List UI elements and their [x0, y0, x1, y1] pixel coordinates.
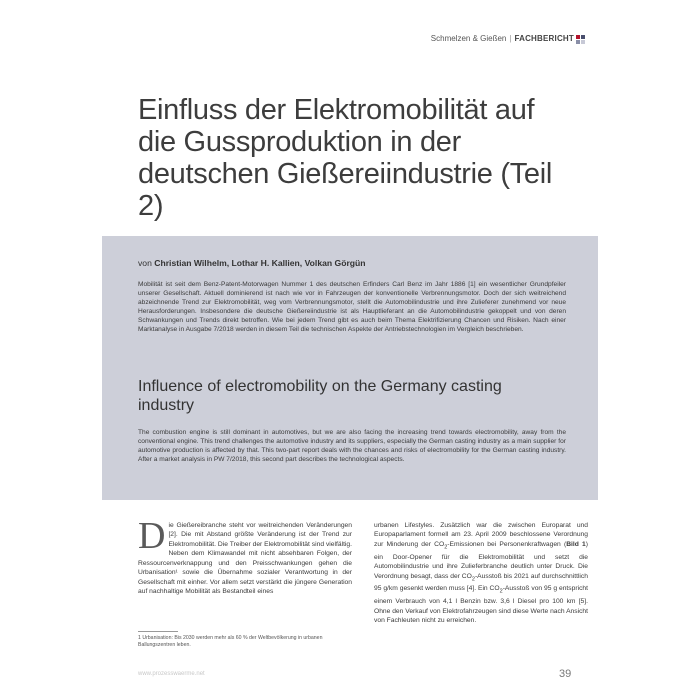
header-section: Schmelzen & Gießen	[430, 34, 507, 43]
figure-reference: Bild 1	[566, 540, 586, 548]
website-watermark: www.prozesswaerme.net	[138, 671, 205, 677]
publisher-logo-icon	[576, 35, 586, 45]
abstract-english: The combustion engine is still dominant in automotives, but we are also facing the increasing trend towards electromobility, away from the conventional engine. This trend challenges the automotive industry and its suppliers, especially the German casting industry as a main supplier for automotive production is affected by that. This two-part report deals with the chances and risks of electromobility for the German casting industry. After a market analysis in PW 7/2018, this second part describes the technological aspects.	[138, 429, 566, 464]
body-column-1-text: ie Gießereibranche steht vor weitreichenden Veränderungen [2]. Die mit Abstand größte Veränderung ist der Trend zur Elektromobilität. Die Treiber der Elektromobilität sind vielfältig. Neben dem Klimawandel mit nicht absehbaren Folgen, der Ressourcenverknappung und den Preisschwankungen gehen die Urbanisation¹ sowie die Übernahme sozialer Verantwortung in der Gesellschaft mit einher. Vor allem setzt verstärkt die jüngere Generation auf nachhaltige Mobilität als Bestandteil eines	[138, 522, 352, 596]
body-text-segment: -Ausstoß von 95 g entspricht einem Verbrauch von 4,1 l Benzin bzw. 3,6 l Diesel pro 100 km [5]. Ohne den Verkauf von Elektrofahrzeugen sind diese Werte nach Ansicht von Fachleuten nicht zu erreichen.	[374, 585, 589, 625]
drop-cap: D	[138, 515, 166, 557]
body-text-segment: ) ein Door-Opener für die Elektromobilität und setzt die Automobilindustrie und ihre Zulieferbranche deutlich unter Druck. Die Verordnung besagt, dass der CO	[374, 540, 588, 580]
abstract-german: Mobilität ist seit dem Benz-Patent-Motorwagen Nummer 1 des deutschen Erfinders Carl Benz im Jahr 1886 [1] ein wesentlicher Grundpfeiler unserer Gesellschaft. Aktuell dominierend ist nach wie vor in Fahrzeugen der konventionelle Verbrennungsmotor. Doch der sich weitreichend abzeichnende Trend zur Elektromobilität, weg vom Verbrennungsmotor, stellt die Automobilindustrie und ihre Zulieferer zunehmend vor neue Herausforderungen. Insbesondere die deutsche Gießereiindustrie ist als Hauptlieferant an die Automobilindustrie gekoppelt und von deren Schwankungen und Trends direkt betroffen. Wie bei jedem Trend gibt es auch beim Thema Elektrifizierung Chancen und Risiken. Nach einer Marktanalyse in Ausgabe 7/2018 werden in diesem Teil die technischen Aspekte der Antriebstechnologien im Vergleich beschrieben.	[138, 281, 566, 334]
author-names: Christian Wilhelm, Lothar H. Kallien, Volkan Görgün	[154, 258, 366, 268]
author-prefix: von	[138, 258, 152, 268]
header-category: FACHBERICHT	[514, 34, 574, 43]
body-text-segment: -Emissionen bei Personenkraftwagen (	[447, 540, 567, 548]
english-title: Influence of electromobility on the Germany casting industry	[138, 378, 502, 414]
subscript: 2	[444, 544, 448, 551]
page-number: 39	[559, 668, 572, 680]
subscript: 2	[471, 575, 475, 582]
running-header	[431, 34, 574, 43]
body-column-1	[138, 515, 352, 597]
author-line	[138, 258, 366, 268]
header-separator: |	[509, 34, 512, 43]
body-text-segment: urbanen Lifestyles. Zusätzlich war die zwischen Europarat und Europaparlament formell am 23. April 2009 beschlossene Verordnung zur Minderung der CO	[374, 522, 588, 548]
article-title: Einfluss der Elektromobilität auf die Gussproduktion in der deutschen Gießereiindustrie (Teil 2)	[138, 94, 553, 222]
footnote: 1 Urbanisation: Bis 2030 werden mehr als 60 % der Weltbevölkerung in urbanen Ballungszentren leben.	[138, 635, 323, 648]
body-text-segment: -Ausstoß bis 2021 auf durchschnittlich 95 g/km gesenkt werden muss [4]. Ein CO	[374, 572, 588, 593]
subscript: 2	[499, 588, 503, 595]
footnote-divider	[138, 631, 178, 632]
body-column-2	[374, 521, 588, 626]
